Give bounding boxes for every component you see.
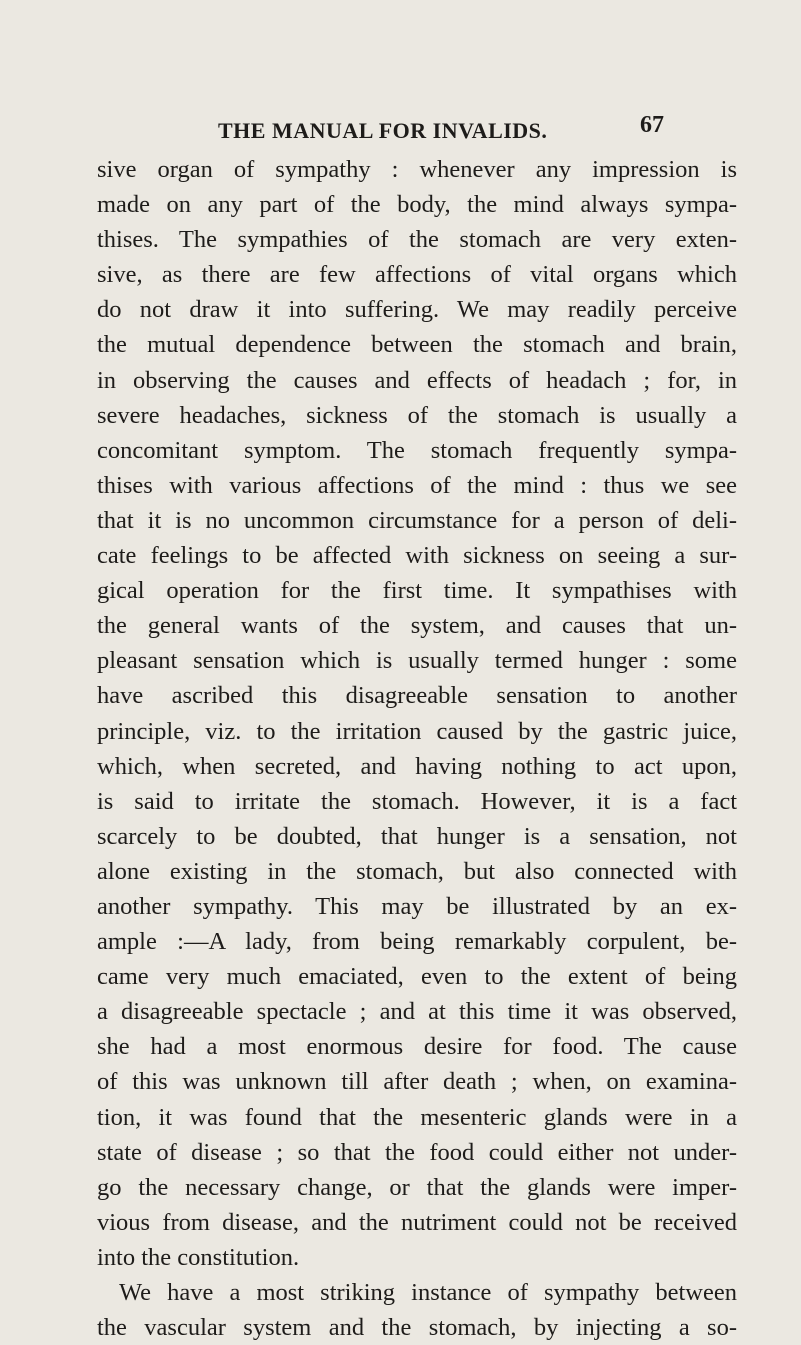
text-line: have ascribed this disagreeable sensation to another bbox=[97, 682, 737, 710]
text-line: concomitant symptom. The stomach frequently sympa- bbox=[97, 436, 737, 464]
text-line: severe headaches, sickness of the stomach is usually a bbox=[97, 401, 737, 429]
page-number: 67 bbox=[640, 112, 664, 138]
text-line: sive, as there are few affections of vital organs which bbox=[97, 261, 737, 289]
text-line: made on any part of the body, the mind always sympa- bbox=[97, 191, 737, 219]
text-line: is said to irritate the stomach. However, it is a fact bbox=[97, 787, 737, 815]
text-line: thises with various affections of the mind : thus we see bbox=[97, 471, 737, 499]
text-line: gical operation for the first time. It sympathises with bbox=[97, 577, 737, 605]
text-line: she had a most enormous desire for food. The cause bbox=[97, 1033, 737, 1061]
text-line: the general wants of the system, and causes that un- bbox=[97, 612, 737, 640]
text-line: that it is no uncommon circumstance for a person of deli- bbox=[97, 506, 737, 534]
text-line: principle, viz. to the irritation caused by the gastric juice, bbox=[97, 717, 737, 745]
text-line: of this was unknown till after death ; when, on examina- bbox=[97, 1068, 737, 1096]
text-line: thises. The sympathies of the stomach are very exten- bbox=[97, 226, 737, 254]
text-line: vious from disease, and the nutriment could not be received bbox=[97, 1208, 737, 1236]
text-line: a disagreeable spectacle ; and at this time it was observed, bbox=[97, 998, 737, 1026]
body-text bbox=[97, 152, 737, 1345]
text-line: do not draw it into suffering. We may readily perceive bbox=[97, 296, 737, 324]
text-line: alone existing in the stomach, but also connected with bbox=[97, 857, 737, 885]
text-line: sive organ of sympathy : whenever any impression is bbox=[97, 156, 737, 183]
text-line: pleasant sensation which is usually termed hunger : some bbox=[97, 647, 737, 675]
text-line: the mutual dependence between the stomach and brain, bbox=[97, 331, 737, 359]
text-line: in observing the causes and effects of headach ; for, in bbox=[97, 366, 737, 394]
text-line: go the necessary change, or that the glands were imper- bbox=[97, 1173, 737, 1201]
text-line: into the constitution. bbox=[97, 1243, 300, 1271]
text-line: state of disease ; so that the food could either not under- bbox=[97, 1138, 737, 1166]
text-line: cate feelings to be affected with sickness on seeing a sur- bbox=[97, 542, 737, 570]
text-line: another sympathy. This may be illustrated by an ex- bbox=[97, 892, 737, 920]
text-line: came very much emaciated, even to the extent of being bbox=[97, 963, 737, 991]
text-line: tion, it was found that the mesenteric glands were in a bbox=[97, 1103, 737, 1131]
text-line: ample :—A lady, from being remarkably corpulent, be- bbox=[97, 928, 737, 956]
text-line: the vascular system and the stomach, by injecting a so- bbox=[97, 1314, 737, 1342]
text-line: which, when secreted, and having nothing to act upon, bbox=[97, 752, 737, 780]
text-line: We have a most striking instance of sympathy between bbox=[119, 1279, 737, 1306]
running-head: THE MANUAL FOR INVALIDS. bbox=[218, 118, 548, 143]
text-line: scarcely to be doubted, that hunger is a sensation, not bbox=[97, 822, 737, 850]
